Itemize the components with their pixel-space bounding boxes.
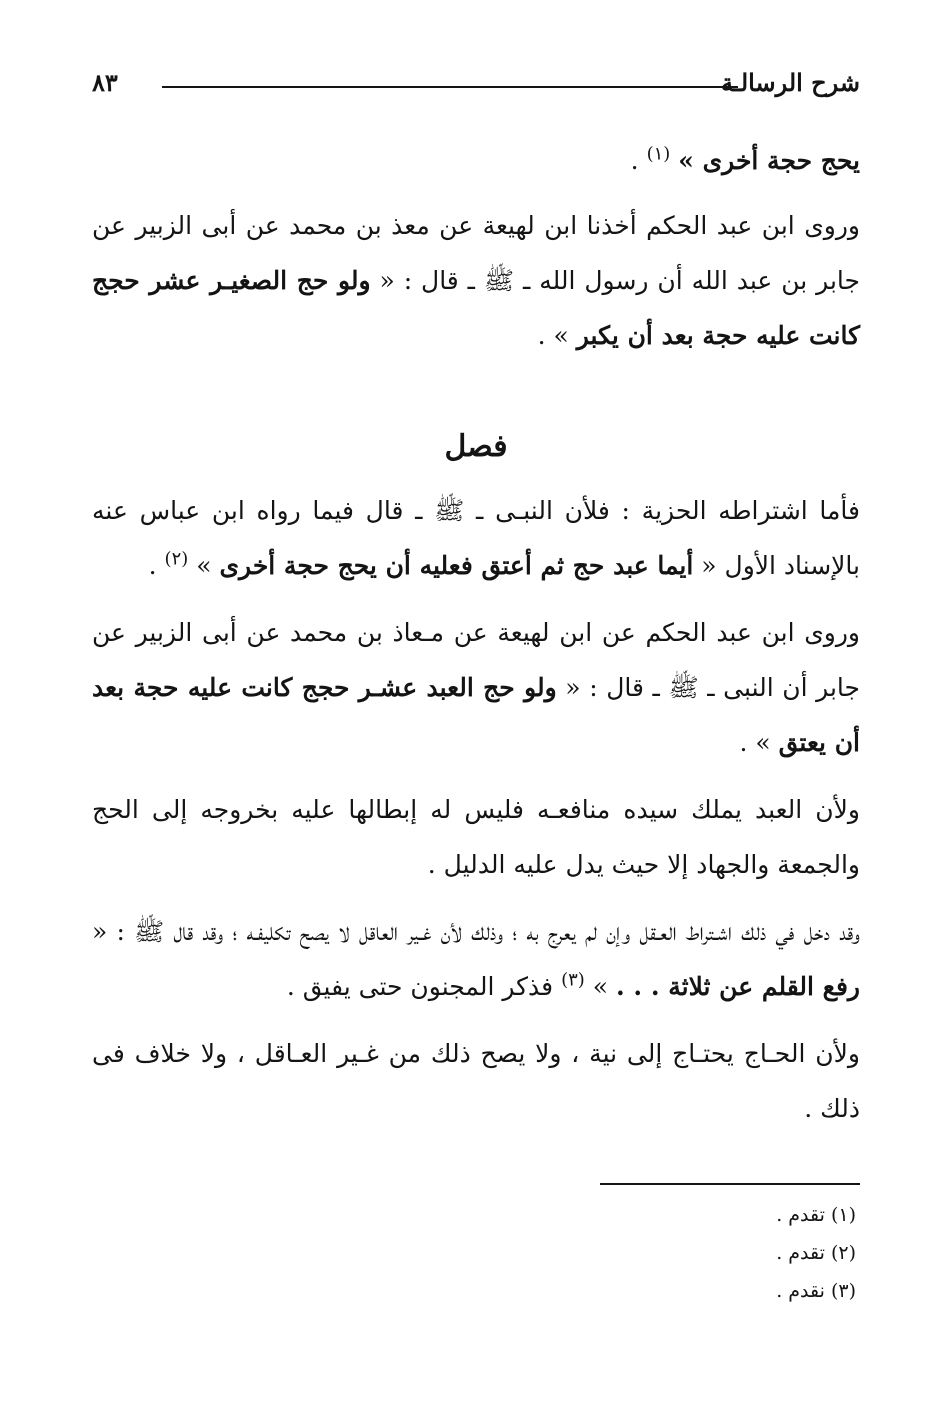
footnote-3: (٣) نقدم . [776,1280,856,1302]
quote-close: » [584,972,617,1001]
paragraph-1 [92,133,860,188]
paragraph-7 [92,1026,860,1136]
running-header-title: شرح الرسالـة [720,68,860,97]
running-header [92,66,860,110]
footnote-1: (١) تقدم . [776,1204,856,1226]
paragraph-end: » . [739,728,779,757]
footnote-ref-1: (١) [646,143,671,165]
body-text [92,133,860,1148]
hadith-quote: ولو حج الصغيـر عشر حجج كانت عليه حجة بعد أن يكبر [92,266,860,350]
paragraph-text: فأما اشتراطه الحزية : فلأن النبـى ـ ﷺ ـ قال فيما رواه ابن عباس عنه بالإسناد الأول « [92,496,860,580]
paragraph-text: وروى ابن عبد الحكم أخذنا ابن لهيعة عن معذ بن محمد عن أبى الزبير عن جابر بن عبد الله أن رسول الله ـ ﷺ ـ قال : « [92,211,860,295]
paragraph-5 [92,782,860,892]
section-heading: فصل [444,429,508,464]
paragraph-end: . [148,551,165,580]
paragraph-text: وقد دخل في ذلك اشـتراط العـقل وإن لم يعرج به ؛ وذلك لأن غـير العاقل لا يصح تكليفـه ؛ وقد قال ﷺ : « [92,917,860,946]
header-rule [162,86,738,88]
paragraph-2 [92,198,860,363]
paragraph-4 [92,605,860,770]
footnote-ref-3: (٣) [561,969,585,991]
paragraph-end: » . [537,321,577,350]
paragraph-3 [92,483,860,593]
paragraph-text: ولأن الحـاج يحتـاج إلى نية ، ولا يصح ذلك من غـير العـاقل ، ولا خلاف فى ذلك . [92,1039,860,1123]
footnotes [776,1196,856,1310]
page-number: ٨٣ [92,68,118,97]
footnote-rule [600,1183,860,1185]
hadith-quote: رفع القلم عن ثلاثة . . . [616,972,860,1001]
paragraph-end: . [630,146,647,175]
hadith-quote: يحج حجة أخرى » [678,146,860,175]
footnote-2: (٢) تقدم . [776,1242,856,1264]
hadith-quote: أيما عبد حج ثم أعتق فعليه أن يحج حجة أخرى [219,551,694,580]
footnote-ref-2: (٢) [164,548,189,570]
paragraph-text: ولأن العبد يملك سيده منافعـه فليس له إبطالها عليه بخروجه إلى الحج والجمعة والجهاد إلا حيث يدل عليه الدليل . [92,795,860,879]
paragraph-text: وروى ابن عبد الحكم عن ابن لهيعة عن مـعاذ بن محمد عن أبى الزبير عن جابر أن النبى ـ ﷺ ـ قال : « [92,618,860,702]
quote-close: » [188,551,220,580]
hadith-quote: ولو حج العبد عشـر حجج كانت عليه حجة بعد أن يعتق [92,673,860,757]
paragraph-end: فذكر المجنون حتى يفيق . [286,972,562,1001]
paragraph-6 [92,904,860,1014]
